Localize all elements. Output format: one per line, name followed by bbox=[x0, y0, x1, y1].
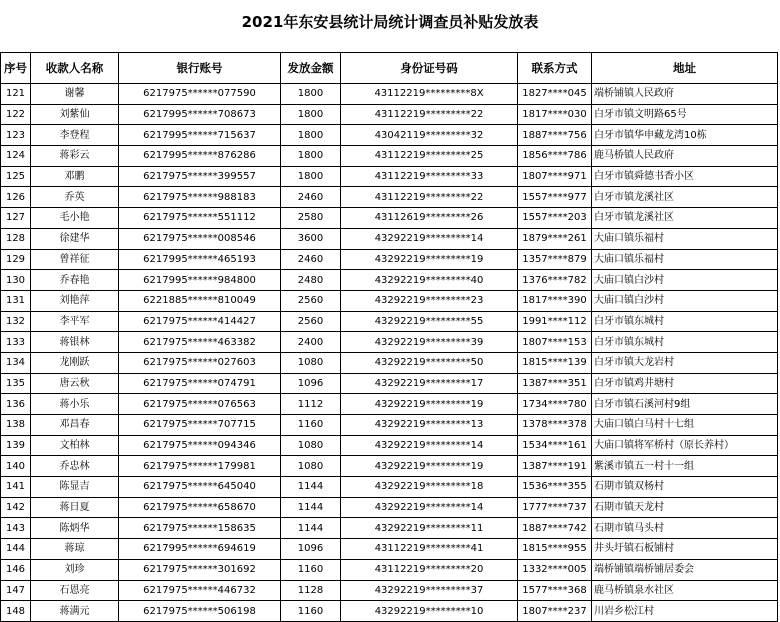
cell-amount: 1800 bbox=[281, 125, 341, 146]
table-row bbox=[1, 435, 778, 456]
cell-bank-account: 6217995******694619 bbox=[119, 539, 281, 560]
cell-contact: 1807****971 bbox=[518, 166, 592, 187]
table-row bbox=[1, 518, 778, 539]
cell-seq: 130 bbox=[1, 270, 31, 291]
table-row bbox=[1, 270, 778, 291]
cell-id-number: 43292219*********17 bbox=[341, 373, 518, 394]
table-row bbox=[1, 477, 778, 498]
cell-id-number: 43112219*********25 bbox=[341, 146, 518, 167]
table-row bbox=[1, 580, 778, 601]
cell-address: 石期市镇马头村 bbox=[592, 518, 778, 539]
cell-contact: 1807****153 bbox=[518, 332, 592, 353]
table-row bbox=[1, 166, 778, 187]
cell-seq: 129 bbox=[1, 249, 31, 270]
cell-address: 石期市镇天龙村 bbox=[592, 497, 778, 518]
cell-seq: 134 bbox=[1, 352, 31, 373]
cell-contact: 1332****005 bbox=[518, 559, 592, 580]
table-row bbox=[1, 456, 778, 477]
table-row bbox=[1, 104, 778, 125]
table-row bbox=[1, 187, 778, 208]
cell-seq: 122 bbox=[1, 104, 31, 125]
cell-contact: 1387****191 bbox=[518, 456, 592, 477]
cell-address: 白牙市镇龙溪社区 bbox=[592, 208, 778, 229]
cell-address: 紫溪市镇五一村十一组 bbox=[592, 456, 778, 477]
cell-bank-account: 6217995******876286 bbox=[119, 146, 281, 167]
cell-bank-account: 6217995******715637 bbox=[119, 125, 281, 146]
cell-bank-account: 6217995******984800 bbox=[119, 270, 281, 291]
cell-id-number: 43292219*********40 bbox=[341, 270, 518, 291]
cell-contact: 1557****977 bbox=[518, 187, 592, 208]
cell-bank-account: 6217995******708673 bbox=[119, 104, 281, 125]
table-row bbox=[1, 332, 778, 353]
cell-bank-account: 6217975******446732 bbox=[119, 580, 281, 601]
cell-id-number: 43292219*********23 bbox=[341, 290, 518, 311]
header-payee: 收款人名称 bbox=[31, 53, 119, 84]
cell-contact: 1856****786 bbox=[518, 146, 592, 167]
cell-seq: 135 bbox=[1, 373, 31, 394]
cell-amount: 1080 bbox=[281, 352, 341, 373]
cell-bank-account: 6217975******506198 bbox=[119, 601, 281, 622]
cell-id-number: 43042119*********32 bbox=[341, 125, 518, 146]
cell-amount: 2460 bbox=[281, 249, 341, 270]
table-row bbox=[1, 497, 778, 518]
cell-amount: 2400 bbox=[281, 332, 341, 353]
cell-bank-account: 6217975******008546 bbox=[119, 228, 281, 249]
cell-payee: 李平军 bbox=[31, 311, 119, 332]
cell-seq: 128 bbox=[1, 228, 31, 249]
cell-bank-account: 6217975******179981 bbox=[119, 456, 281, 477]
cell-seq: 142 bbox=[1, 497, 31, 518]
header-row bbox=[1, 53, 778, 84]
cell-contact: 1577****368 bbox=[518, 580, 592, 601]
cell-amount: 1080 bbox=[281, 456, 341, 477]
header-address: 地址 bbox=[592, 53, 778, 84]
cell-contact: 1378****378 bbox=[518, 415, 592, 436]
cell-contact: 1536****355 bbox=[518, 477, 592, 498]
cell-contact: 1991****112 bbox=[518, 311, 592, 332]
cell-bank-account: 6217975******301692 bbox=[119, 559, 281, 580]
cell-payee: 曾祥征 bbox=[31, 249, 119, 270]
table-row bbox=[1, 352, 778, 373]
cell-address: 大庙口镇白沙村 bbox=[592, 290, 778, 311]
header-amount: 发放金额 bbox=[281, 53, 341, 84]
cell-address: 白牙市镇鸡井塘村 bbox=[592, 373, 778, 394]
cell-id-number: 43112219*********22 bbox=[341, 104, 518, 125]
header-seq: 序号 bbox=[1, 53, 31, 84]
cell-payee: 蒋日夏 bbox=[31, 497, 119, 518]
cell-address: 白牙市镇文明路65号 bbox=[592, 104, 778, 125]
cell-payee: 刘艳萍 bbox=[31, 290, 119, 311]
cell-id-number: 43292219*********19 bbox=[341, 456, 518, 477]
cell-bank-account: 6217975******074791 bbox=[119, 373, 281, 394]
cell-seq: 125 bbox=[1, 166, 31, 187]
cell-contact: 1777****737 bbox=[518, 497, 592, 518]
cell-seq: 144 bbox=[1, 539, 31, 560]
cell-payee: 李登程 bbox=[31, 125, 119, 146]
table-row bbox=[1, 228, 778, 249]
cell-payee: 陈炳华 bbox=[31, 518, 119, 539]
cell-contact: 1387****351 bbox=[518, 373, 592, 394]
cell-amount: 1160 bbox=[281, 601, 341, 622]
cell-contact: 1887****742 bbox=[518, 518, 592, 539]
cell-seq: 132 bbox=[1, 311, 31, 332]
cell-contact: 1817****390 bbox=[518, 290, 592, 311]
cell-address: 大庙口镇乐福村 bbox=[592, 228, 778, 249]
table-row bbox=[1, 125, 778, 146]
cell-address: 白牙市镇大龙岩村 bbox=[592, 352, 778, 373]
cell-bank-account: 6217975******463382 bbox=[119, 332, 281, 353]
cell-payee: 文柏林 bbox=[31, 435, 119, 456]
cell-address: 端桥铺镇人民政府 bbox=[592, 84, 778, 105]
cell-id-number: 43112619*********26 bbox=[341, 208, 518, 229]
document-title: 2021年东安县统计局统计调查员补贴发放表 bbox=[241, 13, 539, 31]
cell-seq: 143 bbox=[1, 518, 31, 539]
table-row bbox=[1, 84, 778, 105]
cell-payee: 蒋琼 bbox=[31, 539, 119, 560]
cell-seq: 123 bbox=[1, 125, 31, 146]
cell-amount: 2480 bbox=[281, 270, 341, 291]
cell-payee: 乔英 bbox=[31, 187, 119, 208]
cell-payee: 蒋彩云 bbox=[31, 146, 119, 167]
cell-address: 大庙口镇白马村十七组 bbox=[592, 415, 778, 436]
cell-contact: 1376****782 bbox=[518, 270, 592, 291]
table-row bbox=[1, 249, 778, 270]
cell-bank-account: 6221885******810049 bbox=[119, 290, 281, 311]
cell-address: 石期市镇双杨村 bbox=[592, 477, 778, 498]
cell-bank-account: 6217975******658670 bbox=[119, 497, 281, 518]
cell-contact: 1815****955 bbox=[518, 539, 592, 560]
cell-seq: 148 bbox=[1, 601, 31, 622]
cell-payee: 刘珍 bbox=[31, 559, 119, 580]
cell-id-number: 43292219*********19 bbox=[341, 249, 518, 270]
cell-payee: 徐建华 bbox=[31, 228, 119, 249]
cell-seq: 140 bbox=[1, 456, 31, 477]
table-row bbox=[1, 146, 778, 167]
cell-payee: 邓鹏 bbox=[31, 166, 119, 187]
cell-id-number: 43292219*********50 bbox=[341, 352, 518, 373]
cell-contact: 1887****756 bbox=[518, 125, 592, 146]
cell-id-number: 43112219*********33 bbox=[341, 166, 518, 187]
cell-payee: 唐云秋 bbox=[31, 373, 119, 394]
cell-address: 鹿马桥镇泉水社区 bbox=[592, 580, 778, 601]
cell-bank-account: 6217975******076563 bbox=[119, 394, 281, 415]
cell-payee: 毛小艳 bbox=[31, 208, 119, 229]
cell-contact: 1807****237 bbox=[518, 601, 592, 622]
cell-bank-account: 6217975******988183 bbox=[119, 187, 281, 208]
cell-amount: 2580 bbox=[281, 208, 341, 229]
cell-seq: 121 bbox=[1, 84, 31, 105]
cell-address: 端桥铺镇端桥铺居委会 bbox=[592, 559, 778, 580]
cell-address: 川岩乡松江村 bbox=[592, 601, 778, 622]
cell-amount: 1128 bbox=[281, 580, 341, 601]
cell-payee: 刘紫仙 bbox=[31, 104, 119, 125]
cell-payee: 谢馨 bbox=[31, 84, 119, 105]
cell-seq: 131 bbox=[1, 290, 31, 311]
cell-seq: 133 bbox=[1, 332, 31, 353]
cell-id-number: 43292219*********13 bbox=[341, 415, 518, 436]
table-row bbox=[1, 559, 778, 580]
cell-amount: 1096 bbox=[281, 539, 341, 560]
cell-bank-account: 6217975******027603 bbox=[119, 352, 281, 373]
cell-bank-account: 6217995******465193 bbox=[119, 249, 281, 270]
cell-amount: 1160 bbox=[281, 559, 341, 580]
table-row bbox=[1, 539, 778, 560]
cell-id-number: 43292219*********37 bbox=[341, 580, 518, 601]
cell-id-number: 43292219*********14 bbox=[341, 435, 518, 456]
cell-amount: 1144 bbox=[281, 477, 341, 498]
cell-contact: 1357****879 bbox=[518, 249, 592, 270]
cell-address: 白牙市镇龙溪社区 bbox=[592, 187, 778, 208]
cell-address: 白牙市镇舜德书香小区 bbox=[592, 166, 778, 187]
cell-address: 井头圩镇石板铺村 bbox=[592, 539, 778, 560]
cell-id-number: 43292219*********19 bbox=[341, 394, 518, 415]
cell-seq: 146 bbox=[1, 559, 31, 580]
cell-id-number: 43292219*********11 bbox=[341, 518, 518, 539]
header-id-number: 身份证号码 bbox=[341, 53, 518, 84]
cell-payee: 石恩亮 bbox=[31, 580, 119, 601]
cell-address: 鹿马桥镇人民政府 bbox=[592, 146, 778, 167]
cell-payee: 蒋满元 bbox=[31, 601, 119, 622]
cell-amount: 1080 bbox=[281, 435, 341, 456]
cell-amount: 2560 bbox=[281, 290, 341, 311]
cell-bank-account: 6217975******551112 bbox=[119, 208, 281, 229]
header-contact: 联系方式 bbox=[518, 53, 592, 84]
cell-bank-account: 6217975******707715 bbox=[119, 415, 281, 436]
cell-bank-account: 6217975******158635 bbox=[119, 518, 281, 539]
cell-payee: 乔春艳 bbox=[31, 270, 119, 291]
cell-bank-account: 6217975******399557 bbox=[119, 166, 281, 187]
cell-bank-account: 6217975******094346 bbox=[119, 435, 281, 456]
table-row bbox=[1, 373, 778, 394]
cell-seq: 136 bbox=[1, 394, 31, 415]
subsidy-table bbox=[0, 52, 778, 622]
cell-seq: 139 bbox=[1, 435, 31, 456]
cell-bank-account: 6217975******645040 bbox=[119, 477, 281, 498]
cell-amount: 1800 bbox=[281, 84, 341, 105]
cell-amount: 3600 bbox=[281, 228, 341, 249]
table-body bbox=[1, 84, 778, 622]
cell-bank-account: 6217975******077590 bbox=[119, 84, 281, 105]
cell-id-number: 43292219*********14 bbox=[341, 497, 518, 518]
cell-address: 白牙市镇东城村 bbox=[592, 311, 778, 332]
cell-payee: 龙刚跃 bbox=[31, 352, 119, 373]
cell-amount: 1112 bbox=[281, 394, 341, 415]
cell-contact: 1815****139 bbox=[518, 352, 592, 373]
table-row bbox=[1, 394, 778, 415]
cell-seq: 124 bbox=[1, 146, 31, 167]
cell-address: 白牙市镇东城村 bbox=[592, 332, 778, 353]
cell-payee: 蒋银林 bbox=[31, 332, 119, 353]
cell-amount: 1144 bbox=[281, 518, 341, 539]
cell-id-number: 43292219*********14 bbox=[341, 228, 518, 249]
cell-contact: 1827****045 bbox=[518, 84, 592, 105]
cell-id-number: 43292219*********18 bbox=[341, 477, 518, 498]
cell-contact: 1557****203 bbox=[518, 208, 592, 229]
cell-amount: 2460 bbox=[281, 187, 341, 208]
cell-bank-account: 6217975******414427 bbox=[119, 311, 281, 332]
cell-address: 大庙口镇白沙村 bbox=[592, 270, 778, 291]
cell-payee: 陈显吉 bbox=[31, 477, 119, 498]
cell-contact: 1879****261 bbox=[518, 228, 592, 249]
cell-contact: 1734****780 bbox=[518, 394, 592, 415]
cell-contact: 1534****161 bbox=[518, 435, 592, 456]
cell-id-number: 43112219*********8X bbox=[341, 84, 518, 105]
cell-amount: 1800 bbox=[281, 166, 341, 187]
cell-id-number: 43292219*********39 bbox=[341, 332, 518, 353]
header-bank-account: 银行账号 bbox=[119, 53, 281, 84]
cell-seq: 138 bbox=[1, 415, 31, 436]
cell-address: 大庙口镇乐福村 bbox=[592, 249, 778, 270]
cell-amount: 1096 bbox=[281, 373, 341, 394]
cell-amount: 1144 bbox=[281, 497, 341, 518]
cell-amount: 2560 bbox=[281, 311, 341, 332]
cell-address: 白牙市镇华申藏龙湾10栋 bbox=[592, 125, 778, 146]
cell-amount: 1160 bbox=[281, 415, 341, 436]
table-row bbox=[1, 311, 778, 332]
table-row bbox=[1, 208, 778, 229]
cell-seq: 147 bbox=[1, 580, 31, 601]
cell-seq: 141 bbox=[1, 477, 31, 498]
cell-contact: 1817****030 bbox=[518, 104, 592, 125]
cell-id-number: 43292219*********55 bbox=[341, 311, 518, 332]
cell-payee: 邓昌春 bbox=[31, 415, 119, 436]
cell-id-number: 43292219*********10 bbox=[341, 601, 518, 622]
cell-seq: 126 bbox=[1, 187, 31, 208]
cell-amount: 1800 bbox=[281, 104, 341, 125]
table-row bbox=[1, 415, 778, 436]
cell-seq: 127 bbox=[1, 208, 31, 229]
cell-id-number: 43112219*********22 bbox=[341, 187, 518, 208]
cell-amount: 1800 bbox=[281, 146, 341, 167]
cell-payee: 乔忠林 bbox=[31, 456, 119, 477]
cell-address: 大庙口镇将军桥村（原长养村） bbox=[592, 435, 778, 456]
table-row bbox=[1, 290, 778, 311]
cell-id-number: 43112219*********41 bbox=[341, 539, 518, 560]
cell-payee: 蒋小乐 bbox=[31, 394, 119, 415]
cell-address: 白牙市镇石溪河村9组 bbox=[592, 394, 778, 415]
cell-id-number: 43112219*********20 bbox=[341, 559, 518, 580]
